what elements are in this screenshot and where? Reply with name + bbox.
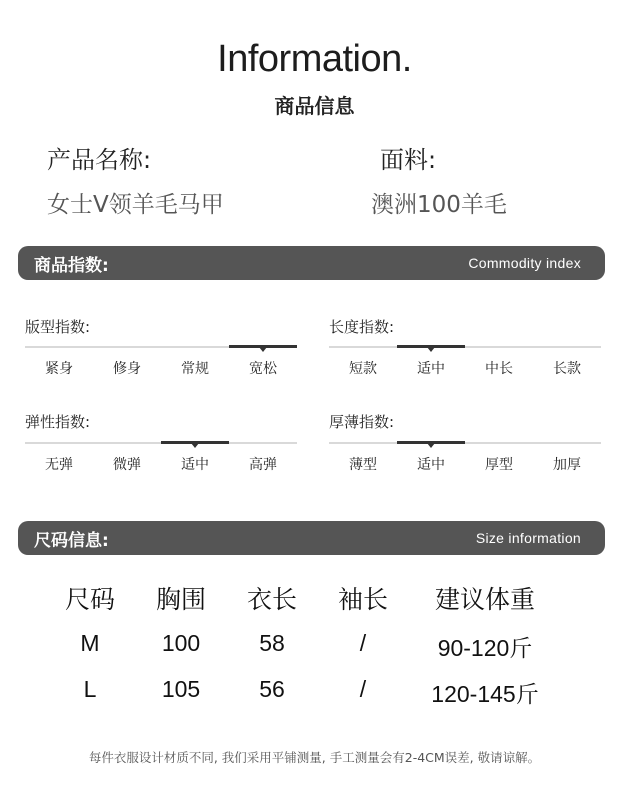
size-info-subtitle: Size information <box>475 530 581 546</box>
size-header-length: 衣长 <box>246 585 297 614</box>
table-cell: / <box>359 630 367 656</box>
table-cell: 90-120斤 <box>437 635 533 661</box>
length-index-scale <box>329 346 601 386</box>
scale-option: 短款 <box>349 361 377 377</box>
footnote: 每件衣服设计材质不同, 我们采用平铺测量, 手工测量会有2-4CM误差, 敬请谅解。 <box>88 750 541 765</box>
size-info-title: 尺码信息: <box>34 530 109 551</box>
scale-option: 无弹 <box>45 457 73 473</box>
size-header-size: 尺码 <box>64 585 115 614</box>
scale-option: 加厚 <box>553 457 581 473</box>
scale-option: 适中 <box>181 457 209 473</box>
elasticity-index-label: 弹性指数: <box>25 413 91 431</box>
commodity-index-bar <box>18 246 605 280</box>
scale-option: 高弹 <box>249 457 277 473</box>
fabric-label: 面料: <box>380 146 437 174</box>
size-header-sleeve: 袖长 <box>337 585 388 614</box>
table-cell: 105 <box>161 676 201 702</box>
scale-option: 微弹 <box>113 457 141 473</box>
scale-option: 长款 <box>553 361 581 377</box>
length-index-label: 长度指数: <box>329 318 395 336</box>
scale-pointer <box>427 443 435 448</box>
scale-option: 常规 <box>181 361 209 377</box>
scale-option: 薄型 <box>349 457 377 473</box>
table-cell: L <box>83 676 97 702</box>
scale-track <box>329 442 601 444</box>
thickness-index-scale <box>329 442 601 482</box>
table-cell: 100 <box>161 630 201 656</box>
title-chinese: 商品信息 <box>274 94 355 118</box>
fit-index-label: 版型指数: <box>25 318 91 336</box>
scale-option: 修身 <box>113 361 141 377</box>
scale-option: 紧身 <box>45 361 73 377</box>
fabric-value: 澳洲100羊毛 <box>371 192 507 218</box>
table-cell: M <box>80 630 100 656</box>
table-cell: 58 <box>259 630 285 656</box>
title-english: Information. <box>217 38 412 80</box>
scale-track <box>329 346 601 348</box>
scale-pointer <box>427 347 435 352</box>
table-cell: 120-145斤 <box>431 681 539 707</box>
scale-option: 宽松 <box>249 361 277 377</box>
size-header-chest: 胸围 <box>155 585 206 614</box>
scale-option: 适中 <box>417 457 445 473</box>
product-name-value: 女士V领羊毛马甲 <box>47 192 224 218</box>
commodity-index-subtitle: Commodity index <box>468 255 581 271</box>
scale-option: 厚型 <box>485 457 513 473</box>
scale-option: 中长 <box>485 361 513 377</box>
size-header-weight: 建议体重 <box>434 585 535 614</box>
size-info-bar <box>18 521 605 555</box>
scale-option: 适中 <box>417 361 445 377</box>
scale-pointer <box>259 347 267 352</box>
product-name-label: 产品名称: <box>47 146 152 174</box>
table-cell: / <box>359 676 367 702</box>
scale-pointer <box>191 443 199 448</box>
commodity-index-title: 商品指数: <box>34 255 109 276</box>
fit-index-scale <box>25 346 297 386</box>
table-cell: 56 <box>259 676 285 702</box>
thickness-index-label: 厚薄指数: <box>329 413 395 431</box>
elasticity-index-scale <box>25 442 297 482</box>
